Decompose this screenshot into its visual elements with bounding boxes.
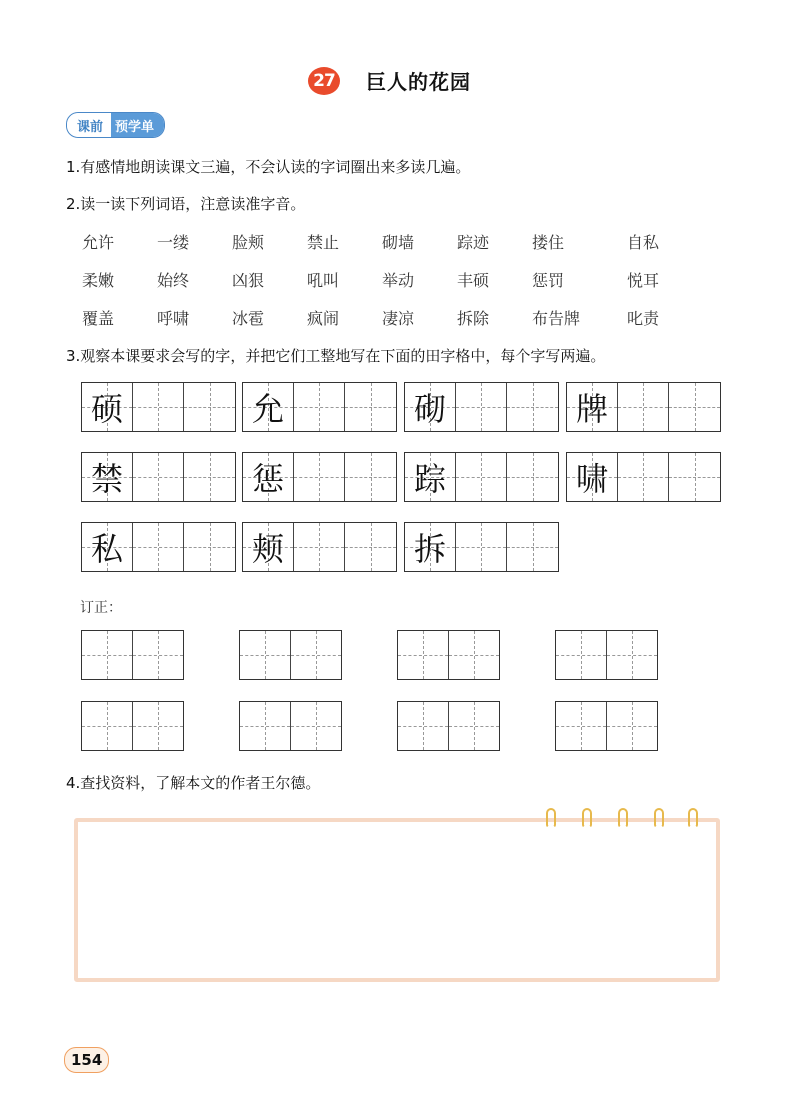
model-character: 私 bbox=[90, 530, 123, 568]
question-4: 4.查找资料，了解本文的作者王尔德。 bbox=[66, 774, 321, 792]
word: 呼啸 bbox=[157, 309, 190, 328]
grid-cell[interactable] bbox=[618, 383, 669, 431]
lesson-number-badge: 27 bbox=[308, 67, 340, 95]
grid-cell[interactable] bbox=[184, 453, 235, 501]
word: 凶狠 bbox=[232, 271, 265, 290]
grid-cell bbox=[243, 453, 294, 501]
grid-cell[interactable] bbox=[133, 702, 184, 750]
ring-icon bbox=[582, 808, 592, 828]
grid-cell[interactable] bbox=[507, 453, 558, 501]
grid-cell[interactable] bbox=[345, 523, 396, 571]
word: 搂住 bbox=[532, 233, 565, 252]
grid-cell[interactable] bbox=[507, 383, 558, 431]
writing-grid[interactable] bbox=[81, 522, 236, 572]
section-tag-part1: 课前 bbox=[67, 113, 111, 137]
word: 禁止 bbox=[307, 233, 340, 252]
grid-cell[interactable] bbox=[607, 702, 658, 750]
grid-cell bbox=[405, 383, 456, 431]
grid-cell[interactable] bbox=[669, 383, 720, 431]
word: 脸颊 bbox=[232, 233, 265, 252]
grid-cell[interactable] bbox=[82, 631, 133, 679]
model-character: 允 bbox=[251, 390, 284, 428]
model-character: 啸 bbox=[575, 460, 608, 498]
grid-cell[interactable] bbox=[294, 453, 345, 501]
grid-cell[interactable] bbox=[456, 523, 507, 571]
grid-cell[interactable] bbox=[556, 631, 607, 679]
grid-cell bbox=[405, 453, 456, 501]
word: 踪迹 bbox=[457, 233, 490, 252]
grid-cell[interactable] bbox=[669, 453, 720, 501]
model-character: 踪 bbox=[413, 460, 446, 498]
correction-grid[interactable] bbox=[239, 701, 342, 751]
word: 覆盖 bbox=[82, 309, 115, 328]
model-character: 颊 bbox=[251, 530, 284, 568]
word: 凄凉 bbox=[382, 309, 415, 328]
grid-cell[interactable] bbox=[184, 523, 235, 571]
grid-cell[interactable] bbox=[507, 523, 558, 571]
writing-grid[interactable] bbox=[242, 522, 397, 572]
model-character: 禁 bbox=[90, 460, 123, 498]
page-number: 154 bbox=[64, 1047, 109, 1073]
grid-cell bbox=[82, 383, 133, 431]
grid-cell bbox=[405, 523, 456, 571]
grid-cell[interactable] bbox=[398, 702, 449, 750]
word: 吼叫 bbox=[307, 271, 340, 290]
grid-cell[interactable] bbox=[294, 523, 345, 571]
writing-grid[interactable] bbox=[404, 522, 559, 572]
writing-grid[interactable] bbox=[404, 382, 559, 432]
grid-cell bbox=[243, 383, 294, 431]
section-tag-part2: 预学单 bbox=[111, 113, 164, 137]
word: 始终 bbox=[157, 271, 190, 290]
model-character: 牌 bbox=[575, 390, 608, 428]
word: 举动 bbox=[382, 271, 415, 290]
word: 砌墙 bbox=[382, 233, 415, 252]
grid-cell bbox=[567, 383, 618, 431]
grid-cell[interactable] bbox=[456, 453, 507, 501]
grid-cell[interactable] bbox=[82, 702, 133, 750]
word: 叱责 bbox=[627, 309, 660, 328]
word: 惩罚 bbox=[532, 271, 565, 290]
writing-grid[interactable] bbox=[566, 382, 721, 432]
grid-cell[interactable] bbox=[291, 631, 342, 679]
grid-cell[interactable] bbox=[133, 383, 184, 431]
question-1: 1.有感情地朗读课文三遍，不会认读的字词圈出来多读几遍。 bbox=[66, 158, 471, 176]
model-character: 惩 bbox=[251, 460, 284, 498]
ring-icon bbox=[688, 808, 698, 828]
correction-grid[interactable] bbox=[397, 701, 500, 751]
grid-cell[interactable] bbox=[345, 453, 396, 501]
question-3: 3.观察本课要求会写的字，并把它们工整地写在下面的田字格中，每个字写两遍。 bbox=[66, 347, 606, 365]
grid-cell[interactable] bbox=[133, 523, 184, 571]
question-2: 2.读一读下列词语，注意读准字音。 bbox=[66, 195, 306, 213]
grid-cell bbox=[82, 453, 133, 501]
grid-cell[interactable] bbox=[240, 631, 291, 679]
ring-icon bbox=[654, 808, 664, 828]
grid-cell[interactable] bbox=[133, 631, 184, 679]
ring-icon bbox=[546, 808, 556, 828]
grid-cell bbox=[82, 523, 133, 571]
word: 冰雹 bbox=[232, 309, 265, 328]
word: 布告牌 bbox=[532, 309, 581, 328]
writing-grid[interactable] bbox=[404, 452, 559, 502]
grid-cell[interactable] bbox=[456, 383, 507, 431]
correction-grid[interactable] bbox=[239, 630, 342, 680]
page-title: 巨人的花园 bbox=[366, 70, 471, 94]
correction-grid[interactable] bbox=[555, 630, 658, 680]
correction-grid[interactable] bbox=[81, 630, 184, 680]
correction-grid[interactable] bbox=[397, 630, 500, 680]
grid-cell[interactable] bbox=[240, 702, 291, 750]
grid-cell[interactable] bbox=[618, 453, 669, 501]
correction-grid[interactable] bbox=[555, 701, 658, 751]
writing-grid[interactable] bbox=[242, 452, 397, 502]
grid-cell[interactable] bbox=[133, 453, 184, 501]
model-character: 拆 bbox=[413, 530, 446, 568]
word: 悦耳 bbox=[627, 271, 660, 290]
word: 疯闹 bbox=[307, 309, 340, 328]
grid-cell[interactable] bbox=[345, 383, 396, 431]
word: 拆除 bbox=[457, 309, 490, 328]
grid-cell[interactable] bbox=[449, 631, 500, 679]
grid-cell bbox=[243, 523, 294, 571]
correction-label: 订正： bbox=[80, 600, 122, 616]
word: 丰硕 bbox=[457, 271, 490, 290]
grid-cell[interactable] bbox=[449, 702, 500, 750]
answer-notebook-area[interactable] bbox=[74, 818, 720, 982]
grid-cell[interactable] bbox=[398, 631, 449, 679]
word: 柔嫩 bbox=[82, 271, 115, 290]
section-tag bbox=[66, 112, 165, 138]
writing-grid[interactable] bbox=[566, 452, 721, 502]
writing-grid[interactable] bbox=[81, 382, 236, 432]
word: 自私 bbox=[627, 233, 660, 252]
grid-cell[interactable] bbox=[294, 383, 345, 431]
grid-cell[interactable] bbox=[607, 631, 658, 679]
grid-cell[interactable] bbox=[556, 702, 607, 750]
ring-icon bbox=[618, 808, 628, 828]
word: 一缕 bbox=[157, 233, 190, 252]
correction-grid[interactable] bbox=[81, 701, 184, 751]
writing-grid[interactable] bbox=[81, 452, 236, 502]
word: 允许 bbox=[82, 233, 115, 252]
writing-grid[interactable] bbox=[242, 382, 397, 432]
grid-cell[interactable] bbox=[184, 383, 235, 431]
model-character: 硕 bbox=[90, 390, 123, 428]
grid-cell[interactable] bbox=[291, 702, 342, 750]
model-character: 砌 bbox=[413, 390, 446, 428]
grid-cell bbox=[567, 453, 618, 501]
